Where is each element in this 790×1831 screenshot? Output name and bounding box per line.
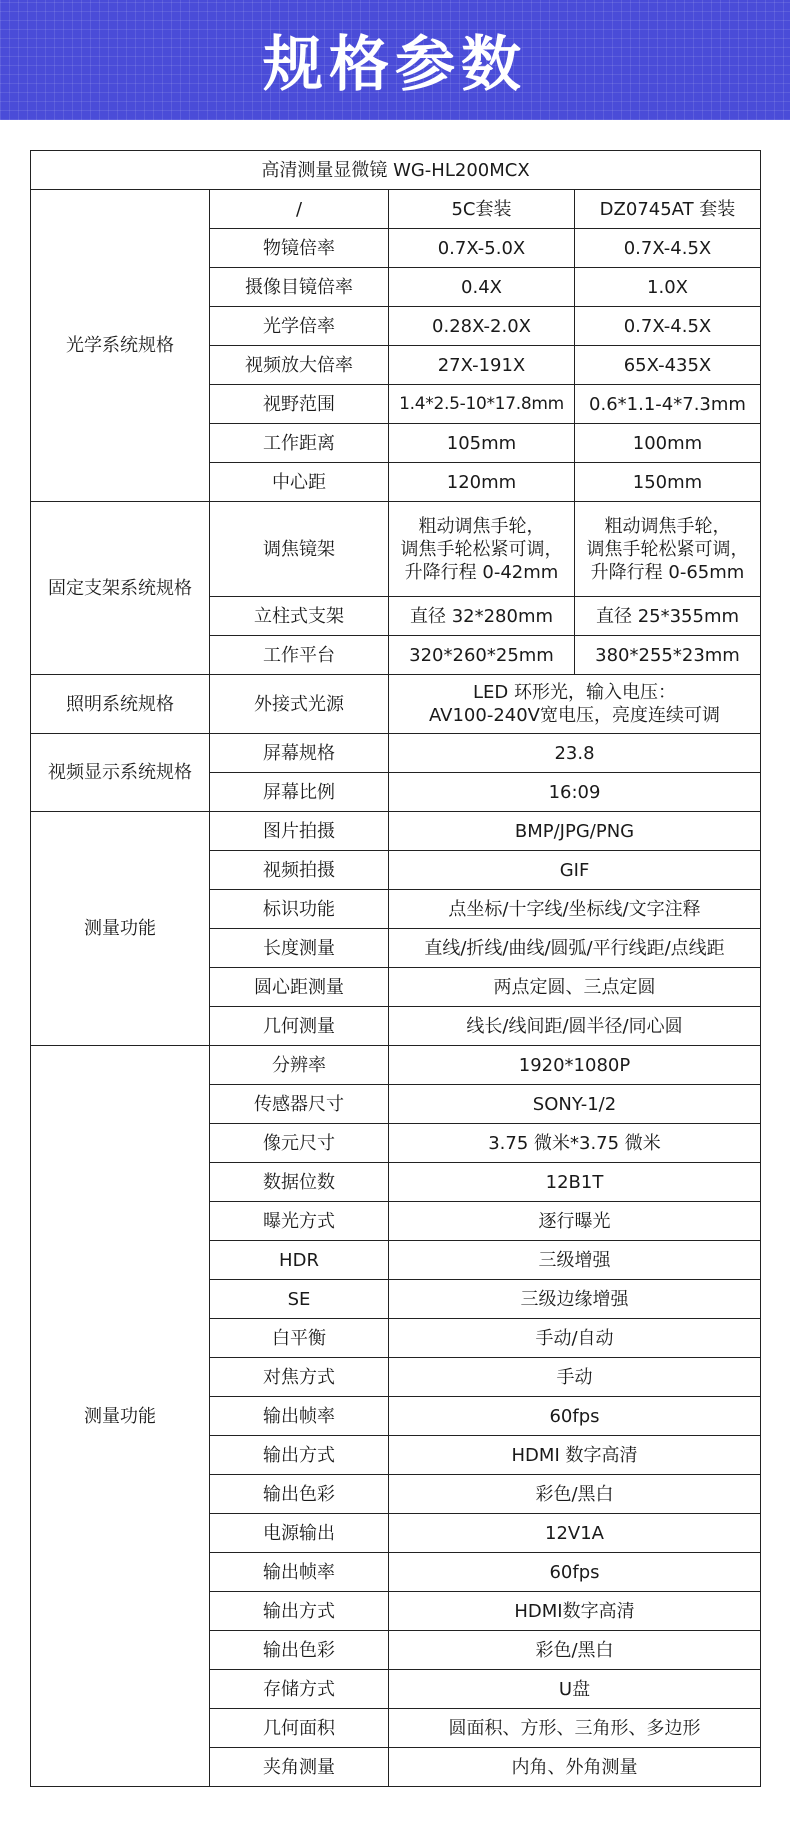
row-label: 标识功能: [210, 890, 389, 929]
row-label: 图片拍摄: [210, 812, 389, 851]
cell-value: 12B1T: [389, 1163, 761, 1202]
cell-value: 3.75 微米*3.75 微米: [389, 1124, 761, 1163]
cell-value-5c: 0.4X: [389, 268, 575, 307]
cell-value-dz0745at: 100mm: [575, 424, 761, 463]
row-label: 工作平台: [210, 636, 389, 675]
text-line: 粗动调焦手轮，: [418, 515, 545, 537]
cell-value: GIF: [389, 851, 761, 890]
cell-value: 点坐标/十字线/坐标线/文字注释: [389, 890, 761, 929]
row-label: 输出色彩: [210, 1631, 389, 1670]
row-label: 视野范围: [210, 385, 389, 424]
cell-value: 彩色/黑白: [389, 1475, 761, 1514]
section-label: 测量功能: [31, 1046, 210, 1787]
cell-value: 23.8: [389, 734, 761, 773]
row-label: SE: [210, 1280, 389, 1319]
row-label: 屏幕比例: [210, 773, 389, 812]
cell-value: 三级边缘增强: [389, 1280, 761, 1319]
row-label: 几何面积: [210, 1709, 389, 1748]
cell-value-5c: 5C套装: [389, 190, 575, 229]
row-label: 几何测量: [210, 1007, 389, 1046]
cell-value-5c: 320*260*25mm: [389, 636, 575, 675]
header-banner: [0, 0, 790, 120]
row-label: 白平衡: [210, 1319, 389, 1358]
text-line: 升降行程 0-65mm: [590, 561, 745, 583]
page-title: 规格参数: [263, 30, 527, 100]
row-label: 像元尺寸: [210, 1124, 389, 1163]
cell-value: 1920*1080P: [389, 1046, 761, 1085]
row-label: 电源输出: [210, 1514, 389, 1553]
cell-value: HDMI 数字高清: [389, 1436, 761, 1475]
row-label: 对焦方式: [210, 1358, 389, 1397]
product-title-row: [31, 151, 761, 190]
row-label: 存储方式: [210, 1670, 389, 1709]
cell-value: 手动/自动: [389, 1319, 761, 1358]
cell-value: [389, 675, 761, 734]
cell-value-5c: 105mm: [389, 424, 575, 463]
text-line: LED 环形光，输入电压：: [473, 682, 676, 703]
row-label: 中心距: [210, 463, 389, 502]
row-label: 曝光方式: [210, 1202, 389, 1241]
cell-value: SONY-1/2: [389, 1085, 761, 1124]
table-row: [31, 734, 761, 773]
cell-value-dz0745at: [575, 502, 761, 597]
row-label: 传感器尺寸: [210, 1085, 389, 1124]
cell-value-dz0745at: 150mm: [575, 463, 761, 502]
cell-value-5c: 120mm: [389, 463, 575, 502]
row-label: 数据位数: [210, 1163, 389, 1202]
row-label: HDR: [210, 1241, 389, 1280]
row-label: 分辨率: [210, 1046, 389, 1085]
row-label: 调焦镜架: [210, 502, 389, 597]
spec-table-body: [31, 151, 761, 1787]
cell-value: 12V1A: [389, 1514, 761, 1553]
cell-value: 逐行曝光: [389, 1202, 761, 1241]
cell-value-5c: [389, 502, 575, 597]
cell-value: 16:09: [389, 773, 761, 812]
cell-value-dz0745at: 380*255*23mm: [575, 636, 761, 675]
text-line: 调焦手轮松紧可调，: [400, 538, 563, 560]
text-line: 粗动调焦手轮，: [604, 515, 731, 537]
text-line: AV100-240V宽电压，亮度连续可调: [429, 705, 720, 726]
cell-value-dz0745at: 0.7X-4.5X: [575, 229, 761, 268]
cell-value-5c: 0.28X-2.0X: [389, 307, 575, 346]
cell-value-dz0745at: 0.7X-4.5X: [575, 307, 761, 346]
spec-table: [30, 150, 761, 1787]
row-label: 输出方式: [210, 1436, 389, 1475]
cell-value-5c: 27X-191X: [389, 346, 575, 385]
section-label: 测量功能: [31, 812, 210, 1046]
cell-value-dz0745at: DZ0745AT 套装: [575, 190, 761, 229]
cell-value: 60fps: [389, 1553, 761, 1592]
row-label: 外接式光源: [210, 675, 389, 734]
cell-value: 直线/折线/曲线/圆弧/平行线距/点线距: [389, 929, 761, 968]
row-label: 光学倍率: [210, 307, 389, 346]
row-label: 立柱式支架: [210, 597, 389, 636]
cell-value: 内角、外角测量: [389, 1748, 761, 1787]
cell-value-5c: 直径 32*280mm: [389, 597, 575, 636]
cell-value: 线长/线间距/圆半径/同心圆: [389, 1007, 761, 1046]
row-label: 输出帧率: [210, 1397, 389, 1436]
row-label: 视频放大倍率: [210, 346, 389, 385]
table-row: [31, 675, 761, 734]
product-title: 高清测量显微镜 WG-HL200MCX: [31, 151, 761, 190]
section-label: 固定支架系统规格: [31, 502, 210, 675]
cell-value: U盘: [389, 1670, 761, 1709]
cell-value-dz0745at: 1.0X: [575, 268, 761, 307]
table-row: [31, 190, 761, 229]
section-label: 视频显示系统规格: [31, 734, 210, 812]
row-label: 物镜倍率: [210, 229, 389, 268]
section-label: 照明系统规格: [31, 675, 210, 734]
cell-value: 手动: [389, 1358, 761, 1397]
table-row: [31, 502, 761, 597]
text-line: 升降行程 0-42mm: [404, 561, 559, 583]
row-label: 输出帧率: [210, 1553, 389, 1592]
table-row: [31, 1046, 761, 1085]
row-label: /: [210, 190, 389, 229]
row-label: 屏幕规格: [210, 734, 389, 773]
cell-value-dz0745at: 0.6*1.1-4*7.3mm: [575, 385, 761, 424]
cell-value: 60fps: [389, 1397, 761, 1436]
row-label: 夹角测量: [210, 1748, 389, 1787]
section-label: 光学系统规格: [31, 190, 210, 502]
cell-value: 圆面积、方形、三角形、多边形: [389, 1709, 761, 1748]
row-label: 圆心距测量: [210, 968, 389, 1007]
row-label: 摄像目镜倍率: [210, 268, 389, 307]
cell-value: 三级增强: [389, 1241, 761, 1280]
cell-value-dz0745at: 65X-435X: [575, 346, 761, 385]
table-row: [31, 812, 761, 851]
cell-value: 两点定圆、三点定圆: [389, 968, 761, 1007]
cell-value: 彩色/黑白: [389, 1631, 761, 1670]
row-label: 输出方式: [210, 1592, 389, 1631]
cell-value: HDMI数字高清: [389, 1592, 761, 1631]
cell-value: BMP/JPG/PNG: [389, 812, 761, 851]
text-line: 调焦手轮松紧可调，: [586, 538, 749, 560]
cell-value-5c: 1.4*2.5-10*17.8mm: [389, 385, 575, 424]
row-label: 工作距离: [210, 424, 389, 463]
cell-value-dz0745at: 直径 25*355mm: [575, 597, 761, 636]
cell-value-5c: 0.7X-5.0X: [389, 229, 575, 268]
row-label: 输出色彩: [210, 1475, 389, 1514]
row-label: 长度测量: [210, 929, 389, 968]
row-label: 视频拍摄: [210, 851, 389, 890]
